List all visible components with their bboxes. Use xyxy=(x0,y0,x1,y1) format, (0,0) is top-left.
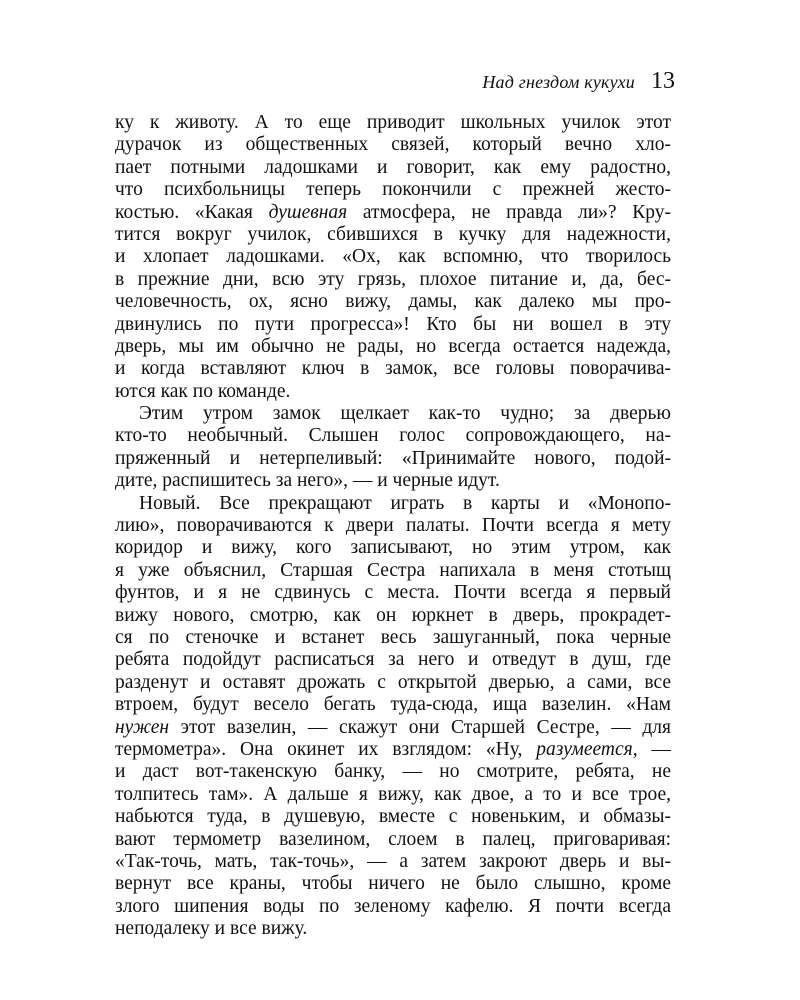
text-line: Этим утром замок щелкает как-то чудно; за дверью xyxy=(139,403,671,425)
text-line: разденут и оставят дрожать с открытой дверью, а сами, все xyxy=(115,671,671,693)
text-line: неподалеку и все вижу. xyxy=(115,918,308,940)
text-line: что психбольницы теперь покончили с прежней жесто- xyxy=(115,179,671,201)
text-run: атмосфера, не правда ли»? Кру- xyxy=(347,201,671,223)
text-line xyxy=(115,717,671,739)
text-line xyxy=(115,202,671,224)
text-line: и хлопает ладошками. «Ох, как вспомню, что творилось xyxy=(115,246,671,268)
text-line: фунтов, и я не сдвинусь с места. Почти всегда я первый xyxy=(115,582,671,604)
text-line: дверь, мы им обычно не рады, но всегда остается надежда, xyxy=(115,335,671,357)
italic-run: душевная xyxy=(268,201,348,223)
text-line: ются как по команде. xyxy=(115,380,291,402)
text-line: и когда вставляют ключ в замок, все головы поворачива- xyxy=(115,358,671,380)
text-line: кто-то необычный. Слышен голос сопровождающего, на- xyxy=(115,425,671,447)
text-line: вижу нового, смотрю, как он юркнет в дверь, прокрадет- xyxy=(115,604,671,626)
text-line: ся по стеночке и встанет весь зашуганный, пока черные xyxy=(115,626,671,648)
text-line: ребята подойдут расписаться за него и отведут в душ, где xyxy=(115,649,671,671)
text-line: человечность, ох, ясно вижу, дамы, как далеко мы про- xyxy=(115,291,671,313)
text-line: «Так-точь, мать, так-точь», — а затем закроют дверь и вы- xyxy=(115,850,671,872)
text-line: тится вокруг училок, сбившихся в кучку для надежности, xyxy=(115,223,671,245)
text-line: коридор и вижу, кого записывают, но этим утром, как xyxy=(115,537,671,559)
text-run: этот вазелин, — скажут они Старшей Сестре, — для xyxy=(169,716,671,738)
text-line xyxy=(115,739,671,761)
text-line: в прежние дни, всю эту грязь, плохое питание и, да, бес- xyxy=(115,268,671,290)
running-header xyxy=(482,68,675,98)
text-line: я уже объяснил, Старшая Сестра напихала в меня стотыщ xyxy=(115,559,671,581)
text-line: пряженный и нетерпеливый: «Принимайте нового, подой- xyxy=(115,447,671,469)
italic-run: нужен xyxy=(115,716,170,738)
text-line: лию», поворачиваются к двери палаты. Почти всегда я мету xyxy=(115,515,671,537)
text-line: вернут все краны, чтобы ничего не было слышно, кроме xyxy=(115,873,671,895)
text-line: вают термометр вазелином, слоем в палец, приговаривая: xyxy=(115,828,671,850)
text-line: злого шипения воды по зеленому кафелю. Я почти всегда xyxy=(115,895,671,917)
text-line: дурачок из общественных связей, который вечно хло- xyxy=(115,134,671,156)
text-line: набьются туда, в душевую, вместе с новеньким, и обмазы- xyxy=(115,806,671,828)
text-line: пает потными ладошками и говорит, как ему радостно, xyxy=(115,156,671,178)
text-run: , — xyxy=(632,738,671,760)
text-run: костью. «Какая xyxy=(115,201,269,223)
text-line: дите, распишитесь за него», — и черные идут. xyxy=(115,470,500,492)
text-line: ку к животу. А то еще приводит школьных училок этот xyxy=(115,112,671,133)
page-number: 13 xyxy=(651,68,675,94)
italic-run: разумеется xyxy=(536,738,633,760)
text-line: Новый. Все прекращают играть в карты и «Монопо- xyxy=(139,492,671,514)
text-line: двинулись по пути прогресса»! Кто бы ни вошел в эту xyxy=(115,313,671,335)
text-line: толпитесь там». А дальше я вижу, как двое, а то и все трое, xyxy=(115,783,671,805)
text-run: термометра». Она окинет их взглядом: «Ну, xyxy=(115,738,537,760)
text-line: и даст вот-такенскую банку, — но смотрите, ребята, не xyxy=(115,761,671,783)
body-text xyxy=(115,112,671,940)
text-line: втроем, будут весело бегать туда-сюда, ища вазелин. «Нам xyxy=(115,694,671,716)
running-title: Над гнездом кукухи xyxy=(482,72,635,92)
